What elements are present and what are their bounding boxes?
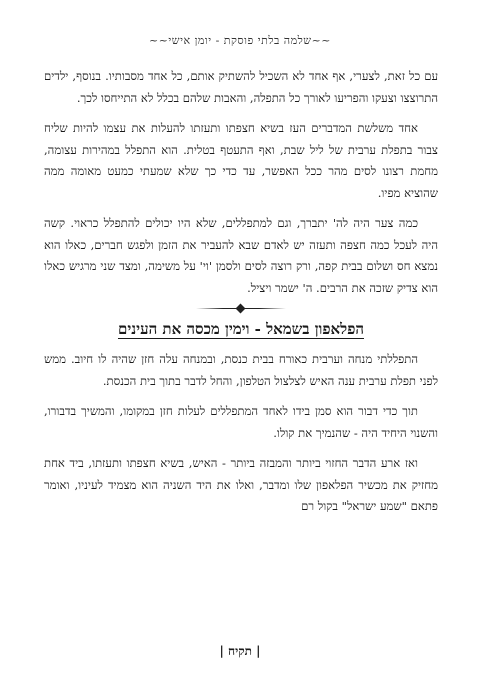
body-text [44,66,438,527]
paragraph: תוך כדי דבור הוא סמן בידו לאחד המתפללים לעלות חזן במקומו, והמשיך בדבורו, והשנוי היחיד היה - שהנמיך את קולו. [44,404,438,440]
paragraph: ואז ארע הדבר החזוי ביותר והמבזה ביותר - האיש, בשיא חצפתו ותעזתו, ביד אחת מחזיק את מכשיר הפלאפון שלו ומדבר, ואלו את היד השניה הוא מצמיד לעיניו, ואומר פתאם "שמע ישראל" בקול רם [44,456,438,513]
paragraph: התפללתי מנחה וערבית כאורח בבית כנסת, ובמנחה עלה חזן שהיה לו חיוב. ממש לפני תפלת ערבית ענה האיש לצלצול הטלפון, והחל לדבר בתוך בית הכנסת. [44,352,438,388]
paragraph: עם כל זאת, לצערי, אף אחד לא השכיל להשתיק אותם, כל אחד מסבותיו. בנוסף, ילדים התרוצצו וצעקו והפריעו לאורך כל התפלה, והאבות שלהם בכלל לא התייחסו לכך. [44,69,438,105]
section-divider [196,308,286,309]
paragraph: כמה צער היה לה' יתברך, וגם למתפללים, שלא היו יכולים להתפלל כראוי. קשה היה לעכל כמה חצפה ותעזה יש לאדם שבא להעביר את הזמן ולפגש חברים, כאלו הוא נמצא חס ושלום בבית קפה, ורק רוצה לסים ולסמן 'וי' על משימה, ומצד שני מרגיש כאלו הוא צדיק שזכה את הרבים. ה' ישמר ויציל. [44,216,438,295]
page-number: | תקיח | [219,644,261,658]
section-title: הפלאפון בשמאל - וימין מכסה את העינים [117,320,364,338]
running-header: ~~שלמה בלתי פוסקת - יומן אישי~~ [148,34,331,47]
paragraph: אחד משלשת המדברים העז בשיא חצפתו ותעזתו להעלות את עצמו להיות שליח צבור בתפלת ערבית של ליל שבת, ואף התעטף בטלית. הוא התפלל במהירות עצומה, מחמת רצונו לסים מהר ככל האפשר, עד כדי כך שלא שמעתי כמעט מאומה ממה שהוציא מפיו. [44,121,438,200]
